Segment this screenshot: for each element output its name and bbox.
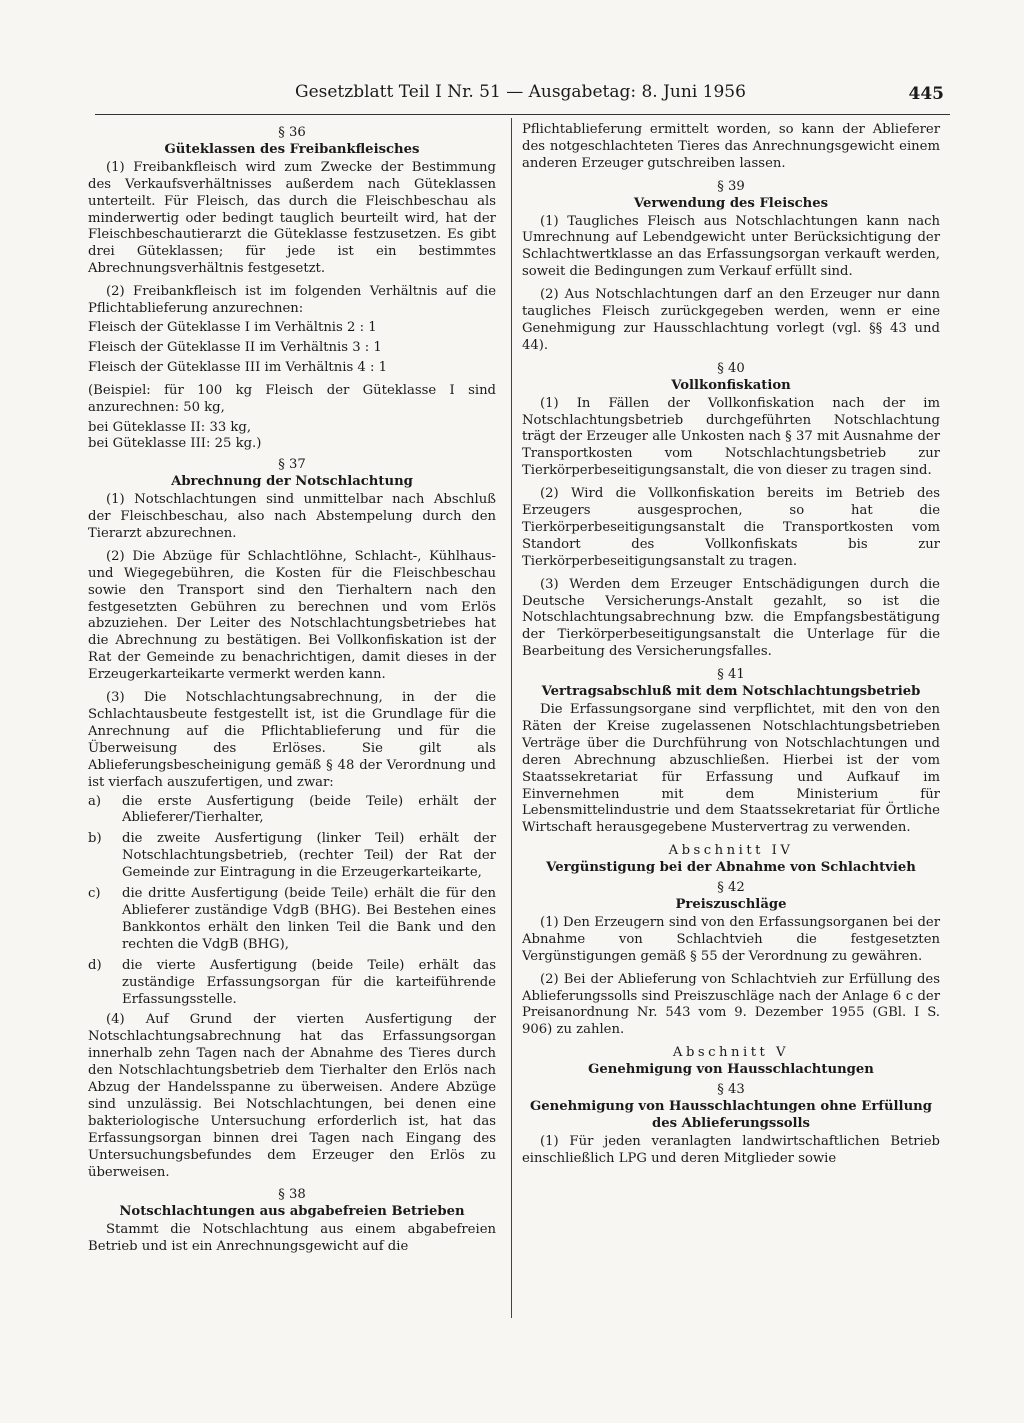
section-title: Genehmigung von Hausschlachtungen ohne Erfüllung des Ablieferungssolls — [530, 1098, 932, 1131]
list-item — [88, 886, 496, 954]
section-number: § 41 — [717, 667, 745, 683]
paragraph: (1) Für jeden veranlagten landwirtschaftlichen Betrieb einschließlich LPG und deren Mitglieder sowie — [522, 1133, 940, 1166]
list-item — [88, 794, 496, 828]
section-number: § 37 — [278, 457, 306, 473]
chapter-heading: Abschnitt V — [672, 1045, 790, 1061]
list-label: c) — [88, 886, 101, 902]
paragraph: (3) Werden dem Erzeuger Entschädigungen durch die Deutsche Versicherungs-Anstalt gezahlt, so ist die Notschlachtungsabrechnung bzw. die Empfangsbestätigung der Tierkörperbeseitigungsanstalt die Unterlage für die Bearbeitung des Versicherungsfalles. — [522, 576, 940, 660]
section-title: Preiszuschläge — [675, 896, 787, 912]
paragraph: (2) Aus Notschlachtungen darf an den Erzeuger nur dann taugliches Fleisch zurückgegeben werden, wenn er eine Genehmigung zur Hausschlachtung vorlegt (vgl. §§ 43 und 44). — [522, 287, 940, 353]
section-number: § 40 — [717, 360, 745, 376]
chapter-title: Genehmigung von Hausschlachtungen — [588, 1062, 874, 1078]
section-title: Vollkonfiskation — [671, 377, 791, 393]
paragraph: (1) Notschlachtungen sind unmittelbar nach Abschluß der Fleischbeschau, also nach Abstempelung durch den Tierarzt abzurechnen. — [88, 492, 496, 541]
paragraph: (4) Auf Grund der vierten Ausfertigung der Notschlachtungsabrechnung hat das Erfassungsorgan innerhalb zehn Tagen nach der Abnahme des Tieres durch den Notschlachtungsbetrieb dem Tierhalter den Erlös nach Abzug der Handelsspanne zu überweisen. Andere Abzüge sind unzulässig. Bei Notschlachtungen, bei denen eine bakteriologische Untersuchung erforderlich ist, hat das Erfassungsorgan binnen drei Tagen nach Eingang des Untersuchungsbefundes dem Erzeuger den Erlös zu überweisen. — [88, 1012, 496, 1180]
paragraph: (2) Wird die Vollkonfiskation bereits im Betrieb des Erzeugers ausgesprochen, so hat die Tierkörperbeseitigungsanstalt die Transportkosten vom Standort des Vollkonfiskats bis zur Tierkörperbeseitigungsanstalt zu tragen. — [522, 486, 940, 569]
example-line: bei Güteklasse II: 33 kg, — [88, 419, 252, 435]
list-label: a) — [88, 793, 102, 809]
list-item — [88, 958, 496, 1009]
ratio-line: Fleisch der Güteklasse II im Verhältnis 3 : 1 — [88, 339, 382, 355]
paragraph: (1) In Fällen der Vollkonfiskation nach der im Notschlachtungsbetrieb durchgeführten Notschlachtung trägt der Erzeuger alle Unkosten nach § 37 mit Ausnahme der Transportkosten vom Notschlachtungsbetrieb zur Tierkörperbeseitigungsanstalt, die von dieser zu tragen sind. — [522, 395, 940, 479]
list-label: b) — [88, 831, 102, 847]
section-number: § 42 — [717, 880, 745, 896]
page-number: 445 — [908, 84, 944, 104]
ratio-line: Fleisch der Güteklasse I im Verhältnis 2 : 1 — [88, 319, 377, 335]
chapter-title: Vergünstigung bei der Abnahme von Schlachtvieh — [546, 860, 916, 876]
section-title: Verwendung des Fleisches — [633, 195, 829, 211]
section-number: § 36 — [278, 125, 306, 140]
example-line: bei Güteklasse III: 25 kg.) — [88, 436, 262, 452]
list-text: die erste Ausfertigung (beide Teile) erhält der Ablieferer/Tierhalter, — [122, 793, 496, 826]
list-text: die dritte Ausfertigung (beide Teile) erhält die für den Ablieferer zuständige VdgB (BHG). Bei Bestehen eines Bankkontos erhält den linken Teil die Bank und den rechten die VdgB (BHG), — [122, 886, 496, 952]
ratio-line: Fleisch der Güteklasse III im Verhältnis 4 : 1 — [88, 359, 388, 375]
column-divider — [511, 118, 512, 1318]
section-number: § 39 — [717, 178, 745, 194]
list-item — [88, 831, 496, 882]
paragraph: (2) Freibankfleisch ist im folgenden Verhältnis auf die Pflichtablieferung anzurechnen: — [88, 284, 496, 317]
paragraph: (3) Die Notschlachtungsabrechnung, in der die Schlachtausbeute festgestellt ist, ist die Grundlage für die Anrechnung auf die Pflichtablieferung und für die Überweisung des Erlöses. Sie gilt als Ablieferungsbescheinigung gemäß § 48 der Verordnung und ist vierfach auszufertigen, und zwar: — [88, 690, 496, 790]
paragraph: Pflichtablieferung ermittelt worden, so kann der Ablieferer des notgeschlachteten Tieres das Anrechnungsgewicht einem anderen Erzeuger gutschreiben lassen. — [522, 122, 940, 171]
example-line: (Beispiel: für 100 kg Fleisch der Güteklasse I sind anzurechnen: 50 kg, — [88, 382, 496, 415]
list-label: d) — [88, 957, 102, 973]
section-title: Güteklassen des Freibankfleisches — [164, 141, 420, 157]
section-title: Vertragsabschluß mit dem Notschlachtungsbetrieb — [541, 684, 921, 700]
right-column — [522, 122, 940, 1174]
list-text: die zweite Ausfertigung (linker Teil) erhält der Notschlachtungsbetrieb, (rechter Teil) der Rat der Gemeinde zur Eintragung in die Erzeugerkarteikarte, — [122, 831, 496, 881]
paragraph: (1) Freibankfleisch wird zum Zwecke der Bestimmung des Verkaufsverhältnisses außerdem nach Güteklassen unterteilt. Für Fleisch, das durch die Fleischbeschau als minderwertig oder bedingt tauglich beurteilt wird, hat der Fleischbeschautierarzt die Güteklasse festzusetzen. Es gibt drei Güteklassen; für jede ist ein bestimmtes Abrechnungsverhältnis festgesetzt. — [88, 159, 496, 277]
header-title: Gesetzblatt Teil I Nr. 51 — Ausgabetag: 8. Juni 1956 — [295, 82, 746, 102]
paragraph: (1) Den Erzeugern sind von den Erfassungsorganen bei der Abnahme von Schlachtvieh die festgesetzten Vergünstigungen gemäß § 55 der Verordnung zu gewähren. — [522, 914, 940, 964]
paragraph: Stammt die Notschlachtung aus einem abgabefreien Betrieb und ist ein Anrechnungsgewicht auf die — [88, 1222, 496, 1255]
section-title: Abrechnung der Notschlachtung — [171, 474, 413, 490]
list-text: die vierte Ausfertigung (beide Teile) erhält das zuständige Erfassungsorgan für die karteiführende Erfassungsstelle. — [122, 957, 496, 1007]
paragraph: Die Erfassungsorgane sind verpflichtet, mit den von den Räten der Kreise zugelassenen Notschlachtungsbetrieben Verträge über die Durchführung von Notschlachtungen und deren Abrechnung abzuschließen. Hierbei ist der vom Staatssekretariat für Erfassung und Aufkauf im Einvernehmen mit dem Ministerium für Lebensmittelindustrie und dem Staatssekretariat für Örtliche Wirtschaft herausgegebene Mustervertrag zu verwenden. — [522, 702, 940, 836]
section-title: Notschlachtungen aus abgabefreien Betrieben — [119, 1204, 465, 1220]
paragraph: (1) Taugliches Fleisch aus Notschlachtungen kann nach Umrechnung auf Lebendgewicht unter Berücksichtigung der Schlachtwertklasse an das Erfassungsorgan verkauft werden, soweit die Bedingungen zum Verkauf erfüllt sind. — [522, 213, 940, 280]
section-number: § 43 — [717, 1082, 745, 1098]
left-column — [88, 122, 496, 1262]
chapter-heading: Abschnitt IV — [668, 843, 794, 859]
section-number: § 38 — [278, 1187, 306, 1203]
page-header — [95, 78, 950, 115]
paragraph: (2) Bei der Ablieferung von Schlachtvieh zur Erfüllung des Ablieferungssolls sind Preiszuschläge nach der Anlage 6 c der Preisanordnung Nr. 543 vom 9. Dezember 1955 (GBl. I S. 906) zu zahlen. — [522, 971, 940, 1038]
paragraph: (2) Die Abzüge für Schlachtlöhne, Schlacht-, Kühlhaus- und Wiegegebühren, die Kosten für die Fleischbeschau sowie den Transport sind den Tierhaltern nach den festgesetzten Gebühren zu berechnen und vom Erlös abzuziehen. Der Leiter des Notschlachtungsbetriebes hat die Abrechnung zu bestätigen. Bei Vollkonfiskation ist der Rat der Gemeinde zu benachrichtigen, damit dieses in der Erzeugerkarteikarte vermerkt werden kann. — [88, 548, 496, 683]
